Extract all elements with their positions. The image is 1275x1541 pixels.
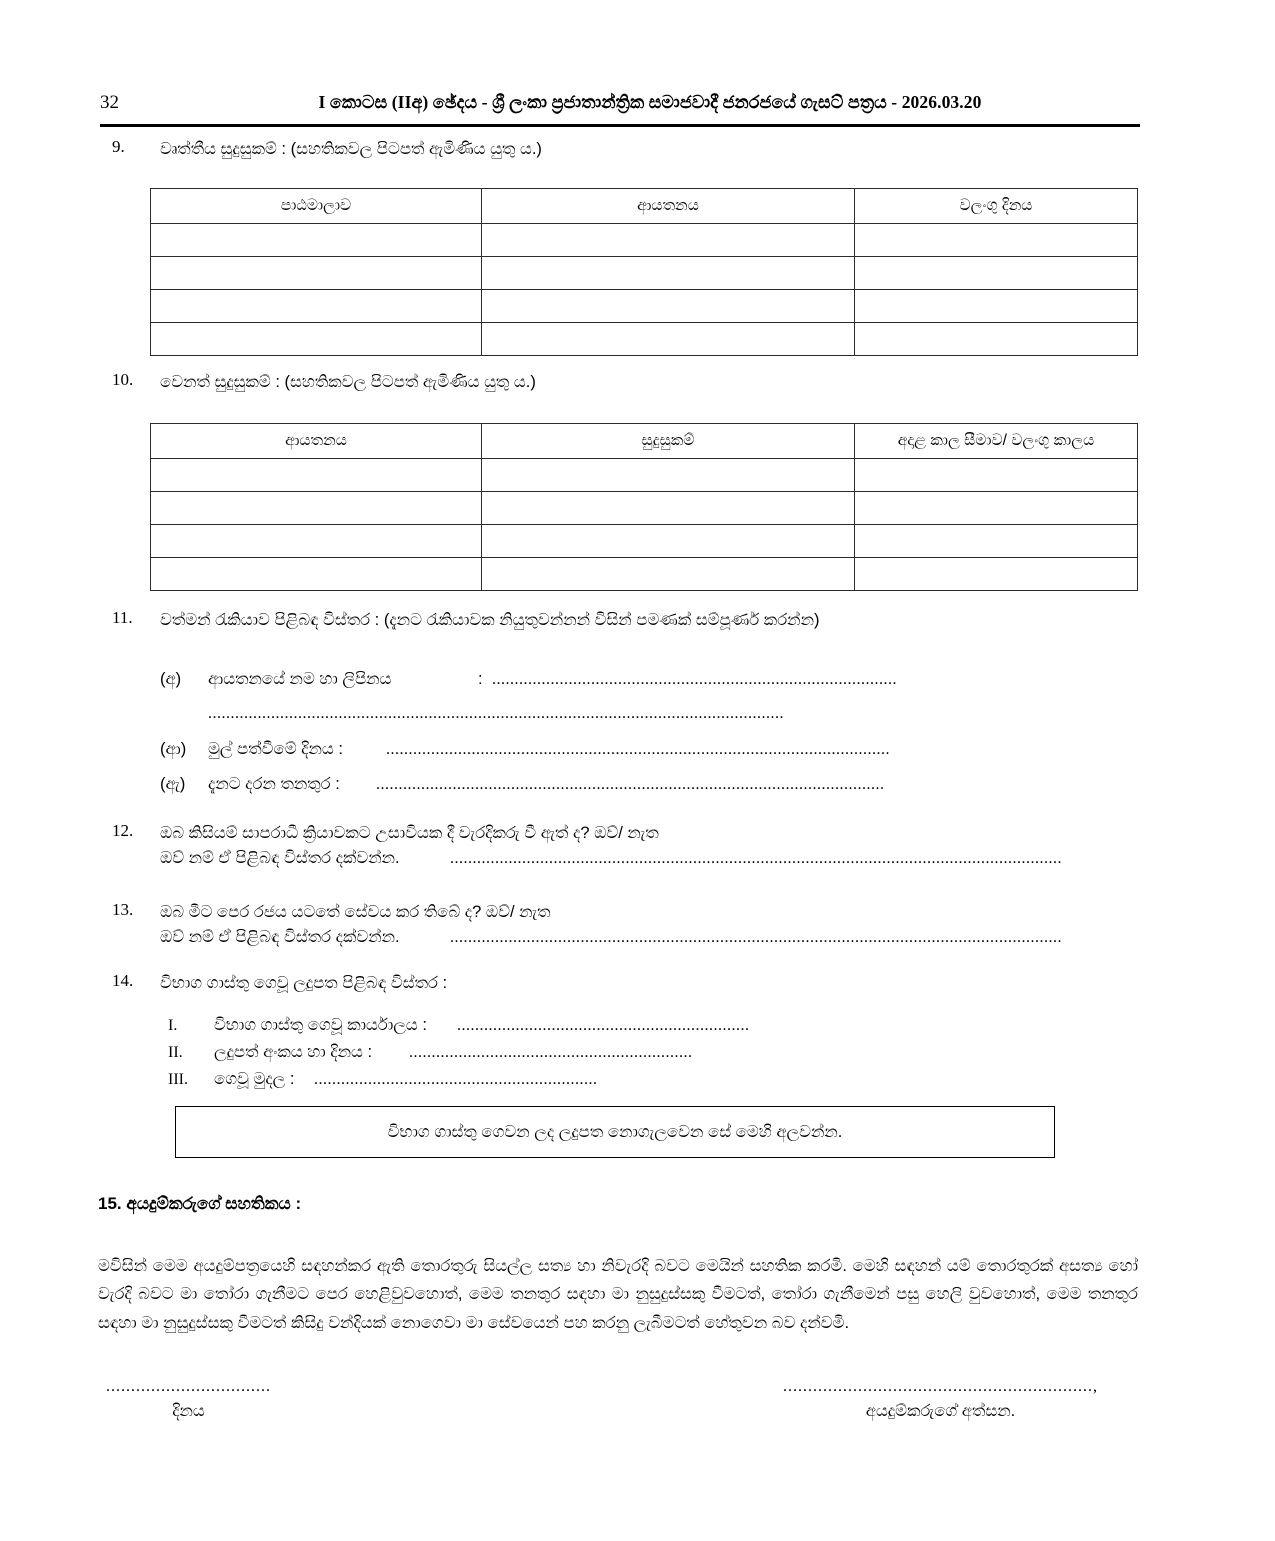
table-cell[interactable] xyxy=(482,492,855,525)
item-13-question: ඔබ මීට පෙර රජය යටතේ සේවය කර තිබේ ද? ඔව්/ නැත xyxy=(160,903,551,921)
item-11-sub-a xyxy=(160,670,1130,689)
table-cell[interactable] xyxy=(482,558,855,591)
fill-in-line[interactable]: ........................................................................................................................................ xyxy=(450,929,1062,946)
table-cell[interactable] xyxy=(482,323,855,356)
item-12-number: 12. xyxy=(112,821,134,840)
table-cell[interactable] xyxy=(482,224,855,257)
fill-in-line[interactable]: ................................................................................................................. xyxy=(376,776,885,793)
receipt-paste-box[interactable] xyxy=(175,1106,1055,1158)
table-header-cell: ආයතනය xyxy=(151,424,482,459)
item-12-detail-label: ඔව් නම් ඒ පිළිබඳ විස්තර දක්වන්න. xyxy=(160,849,400,867)
item-9-number: 9. xyxy=(112,137,125,156)
table-cell[interactable] xyxy=(151,558,482,591)
sub-item-text: මුල් පත්වීමේ දිනය : xyxy=(208,740,343,758)
item-15-heading: 15. අයදුම්කරුගේ සහතිකය : xyxy=(98,1194,302,1213)
table-header-row xyxy=(151,424,1138,459)
sub-item-text: ලදුපත් අංකය හා දිනය : xyxy=(214,1043,373,1061)
table-cell[interactable] xyxy=(855,257,1138,290)
item-15-certification-text: මවිසින් මෙම අයදුම්පත්‍රයෙහි සඳහන්කර ඇති තොරතුරු සියල්ල සත්‍ය හා නිවැරදි බවට මෙයින් සහතික කරමි. මෙහි සඳහන් යම් තොරතුරක් අසත්‍ය හෝ වැරදි බවට මා තෝරා ගැනීමට පෙර හෙළිවුවහොත්, මෙම තනතුර සඳහා මා නුසුදුස්සකු වීමටත්, තෝරා ගැනීමෙන් පසු හෙලි වුවහොත්, මෙම තනතුර සඳහා මා නුසුදුස්සකු වීමටත් කිසිදු වන්දියක් නොගෙවා මා සේවයෙන් පහ කරනු ලැබීමටත් හේතුවන බව දන්වමි. xyxy=(98,1257,1138,1332)
item-14-sub-ii xyxy=(168,1043,1068,1062)
gazette-header-title: I කොටස (IIඅ) ඡේදය - ශ්‍රී ලංකා ප්‍රජාතාන්ත්‍රික සමාජවාදී ජනරජයේ ගැසට් පත්‍රය - 2026.03.20 xyxy=(318,92,982,112)
table-header-cell: පාඨමාලාව xyxy=(151,189,482,224)
signature-caption: අයදුම්කරුගේ අත්සන. xyxy=(865,1402,1016,1420)
sub-item-text: දැනට දරන තනතුර : xyxy=(208,775,340,793)
table-cell[interactable] xyxy=(855,492,1138,525)
signature-fill-in-line[interactable]: .............................................................., xyxy=(783,1378,1098,1395)
item-11-sub-aa xyxy=(160,740,1130,759)
roman-numeral-iii: III. xyxy=(168,1071,188,1088)
table-row[interactable] xyxy=(151,525,1138,558)
table-cell[interactable] xyxy=(482,257,855,290)
sub-item-label: (ආ) xyxy=(160,740,187,758)
item-14-sub-iii xyxy=(168,1070,1068,1089)
table-cell[interactable] xyxy=(482,459,855,492)
table-header-cell: වලංගු දිනය xyxy=(855,189,1138,224)
table-cell[interactable] xyxy=(482,290,855,323)
date-signature-group xyxy=(106,1378,271,1421)
item-10 xyxy=(112,370,536,395)
fill-in-line[interactable]: ................................................................. xyxy=(457,1017,750,1034)
header-divider-rule xyxy=(100,124,1140,127)
table-row[interactable] xyxy=(151,492,1138,525)
item-13 xyxy=(112,900,551,925)
sub-item-text: ගෙවූ මුදල : xyxy=(214,1070,295,1088)
item-14-label: විභාග ගාස්තු ගෙවූ ලදුපත පිළිබඳ විස්තර : xyxy=(160,974,448,992)
item-13-detail-label: ඔව් නම් ඒ පිළිබඳ විස්තර දක්වන්න. xyxy=(160,928,400,946)
table-row[interactable] xyxy=(151,323,1138,356)
running-header xyxy=(100,92,1140,114)
item-9 xyxy=(112,137,542,162)
signature-block xyxy=(98,1378,1138,1421)
fill-in-line[interactable]: ............................................................... xyxy=(314,1071,598,1088)
fill-in-line[interactable]: ............................................................... xyxy=(409,1044,693,1061)
item-13-number: 13. xyxy=(112,900,134,919)
table-row[interactable] xyxy=(151,290,1138,323)
item-11-sub-a-line2 xyxy=(208,705,1133,723)
table-header-cell: අදාළ කාල සීමාව/ වලංගු කාලය xyxy=(855,424,1138,459)
date-fill-in-line[interactable]: ................................. xyxy=(106,1378,271,1395)
table-cell[interactable] xyxy=(151,459,482,492)
sub-item-label: (අ) xyxy=(160,670,182,688)
colon-separator: : xyxy=(478,670,483,688)
professional-qualifications-table[interactable] xyxy=(150,188,1138,356)
item-11-number: 11. xyxy=(112,608,133,627)
table-header-row xyxy=(151,189,1138,224)
roman-numeral-i: I. xyxy=(168,1017,178,1034)
sub-item-text: විභාග ගාස්තු ගෙවූ කාර්යාලය : xyxy=(214,1016,427,1034)
table-cell[interactable] xyxy=(855,525,1138,558)
item-14-number: 14. xyxy=(112,971,134,990)
table-cell[interactable] xyxy=(855,558,1138,591)
receipt-paste-instruction: විභාග ගාස්තු ගෙවන ලද ලදුපත නොගැලවෙන සේ මෙහි අලවන්න. xyxy=(387,1122,843,1141)
date-caption: දිනය xyxy=(172,1402,205,1420)
item-14-sub-i xyxy=(168,1016,1068,1035)
table-cell[interactable] xyxy=(151,525,482,558)
item-11-label: වත්මන් රැකියාව පිළිබඳ විස්තර : (දැනට රැකියාවක නියුතුවන්නන් විසින් පමණක් සම්පූර්ණ කරන්න) xyxy=(160,611,820,629)
fill-in-line[interactable]: ................................................................................................................................ xyxy=(208,705,784,722)
fill-in-line[interactable]: ........................................................................................................................................ xyxy=(450,850,1062,867)
table-row[interactable] xyxy=(151,224,1138,257)
item-14 xyxy=(112,971,447,996)
item-10-label: වෙනත් සුදුසුකම් : (සහතිකවල පිටපත් ඇමිණිය යුතු ය.) xyxy=(160,373,536,391)
item-9-label: වෘත්තීය සුදුසුකම් : (සහතිකවල පිටපත් ඇමිණිය යුතු ය.) xyxy=(160,140,542,158)
table-cell[interactable] xyxy=(151,290,482,323)
table-row[interactable] xyxy=(151,558,1138,591)
table-cell[interactable] xyxy=(855,290,1138,323)
item-11-sub-ae xyxy=(160,775,1130,794)
table-header-cell: සුදුසුකම් xyxy=(482,424,855,459)
sub-item-label: (ඇ) xyxy=(160,775,186,793)
table-cell[interactable] xyxy=(855,459,1138,492)
fill-in-line[interactable]: ................................................................................................................ xyxy=(386,741,890,758)
page-number: 32 xyxy=(100,92,119,113)
sub-item-text: ආයතනයේ නම හා ලිපිනය xyxy=(208,670,392,688)
item-12 xyxy=(112,821,659,846)
table-cell[interactable] xyxy=(151,257,482,290)
table-row[interactable] xyxy=(151,459,1138,492)
item-11 xyxy=(112,608,819,633)
table-header-cell: ආයතනය xyxy=(482,189,855,224)
item-12-detail-line xyxy=(160,849,1135,868)
table-cell[interactable] xyxy=(482,525,855,558)
table-cell[interactable] xyxy=(151,224,482,257)
item-12-question: ඔබ කිසියම් සාපරාධී ක්‍රියාවකට උසාවියක දී වැරදිකරු වී ඇත් ද? ඔව්/ නැත xyxy=(160,824,659,842)
roman-numeral-ii: II. xyxy=(168,1044,183,1061)
item-13-detail-line xyxy=(160,928,1135,947)
other-qualifications-table[interactable] xyxy=(150,423,1138,591)
table-cell[interactable] xyxy=(855,224,1138,257)
table-cell[interactable] xyxy=(151,492,482,525)
table-row[interactable] xyxy=(151,257,1138,290)
table-cell[interactable] xyxy=(151,323,482,356)
item-10-number: 10. xyxy=(112,370,134,389)
fill-in-line[interactable]: .......................................................................................... xyxy=(492,671,897,688)
table-cell[interactable] xyxy=(855,323,1138,356)
applicant-signature-group xyxy=(783,1378,1098,1421)
